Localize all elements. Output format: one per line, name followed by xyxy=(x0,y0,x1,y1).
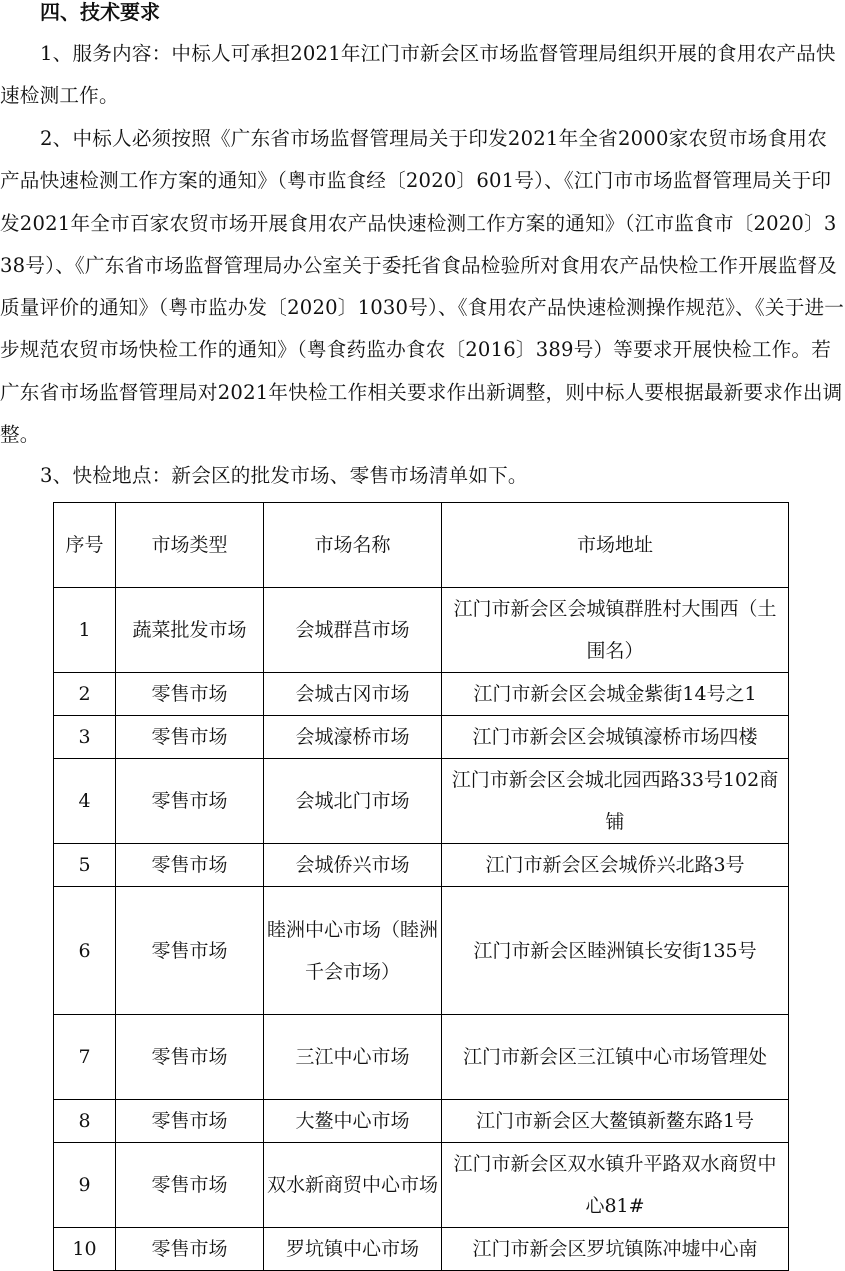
cell-market-address: 江门市新会区双水镇升平路双水商贸中心81# xyxy=(442,1143,789,1228)
header-market-name: 市场名称 xyxy=(264,503,442,588)
cell-index: 10 xyxy=(54,1228,116,1271)
cell-market-name: 会城濠桥市场 xyxy=(264,716,442,759)
paragraph-inspection-locations: 3、快检地点：新会区的批发市场、零售市场清单如下。 xyxy=(40,464,528,487)
table-row xyxy=(54,1228,789,1271)
cell-market-name: 睦洲中心市场（睦洲千会市场） xyxy=(264,887,442,1015)
cell-index: 4 xyxy=(54,759,116,844)
cell-market-address: 江门市新会区会城镇濠桥市场四楼 xyxy=(442,716,789,759)
header-market-address: 市场地址 xyxy=(442,503,789,588)
cell-market-address: 江门市新会区会城北园西路33号102商铺 xyxy=(442,759,789,844)
cell-market-address: 江门市新会区会城侨兴北路3号 xyxy=(442,844,789,887)
table-row xyxy=(54,1143,789,1228)
cell-index: 3 xyxy=(54,716,116,759)
table-row xyxy=(54,759,789,844)
cell-market-name: 会城群莒市场 xyxy=(264,588,442,673)
cell-market-type: 零售市场 xyxy=(116,1100,264,1143)
cell-market-type: 零售市场 xyxy=(116,887,264,1015)
cell-market-name: 会城侨兴市场 xyxy=(264,844,442,887)
cell-market-name: 罗坑镇中心市场 xyxy=(264,1228,442,1271)
cell-market-address: 江门市新会区会城金紫街14号之1 xyxy=(442,673,789,716)
cell-market-name: 会城古冈市场 xyxy=(264,673,442,716)
cell-index: 2 xyxy=(54,673,116,716)
cell-market-type: 蔬菜批发市场 xyxy=(116,588,264,673)
cell-market-type: 零售市场 xyxy=(116,1143,264,1228)
cell-market-type: 零售市场 xyxy=(116,716,264,759)
table-header-row xyxy=(54,503,789,588)
cell-market-address: 江门市新会区三江镇中心市场管理处 xyxy=(442,1015,789,1100)
table-row xyxy=(54,844,789,887)
cell-market-address: 江门市新会区罗坑镇陈冲墟中心南 xyxy=(442,1228,789,1271)
cell-market-address: 江门市新会区大鳌镇新鳌东路1号 xyxy=(442,1100,789,1143)
paragraph-requirements: 2、中标人必须按照《广东省市场监督管理局关于印发2021年全省2000家农贸市场食用农产品快速检测工作方案的通知》（粤市监食经〔2020〕601号）、《江门市市场监督管理局关于印发2021年全市百家农贸市场开展食用农产品快速检测工作方案的通知》（江市监食市〔2020〕338号）、《广东省市场监督管理局办公室关于委托省食品检验所对食用农产品快检工作开展监督及质量评价的通知》（粤市监办发〔2020〕1030号）、《食用农产品快速检测操作规范》、《关于进一步规范农贸市场快检工作的通知》（粤食药监办食农〔2016〕389号）等要求开展快检工作。若广东省市场监督管理局对2021年快检工作相关要求作出新调整，则中标人要根据最新要求作出调整。 xyxy=(0,127,845,447)
cell-index: 8 xyxy=(54,1100,116,1143)
cell-market-name: 大鳌中心市场 xyxy=(264,1100,442,1143)
cell-market-address: 江门市新会区睦洲镇长安街135号 xyxy=(442,887,789,1015)
paragraph-service-content: 1、服务内容：中标人可承担2021年江门市新会区市场监督管理局组织开展的食用农产品快速检测工作。 xyxy=(0,42,836,108)
cell-market-type: 零售市场 xyxy=(116,673,264,716)
cell-index: 9 xyxy=(54,1143,116,1228)
cell-index: 7 xyxy=(54,1015,116,1100)
cell-index: 6 xyxy=(54,887,116,1015)
cell-index: 1 xyxy=(54,588,116,673)
cell-market-type: 零售市场 xyxy=(116,1015,264,1100)
section-heading: 四、技术要求 xyxy=(40,0,160,24)
market-list-table xyxy=(53,502,789,1271)
table-row xyxy=(54,716,789,759)
table-row xyxy=(54,1100,789,1143)
cell-market-type: 零售市场 xyxy=(116,1228,264,1271)
cell-market-name: 三江中心市场 xyxy=(264,1015,442,1100)
table-row xyxy=(54,673,789,716)
table-row xyxy=(54,588,789,673)
cell-market-name: 双水新商贸中心市场 xyxy=(264,1143,442,1228)
cell-index: 5 xyxy=(54,844,116,887)
cell-market-address: 江门市新会区会城镇群胜村大围西（土围名） xyxy=(442,588,789,673)
cell-market-name: 会城北门市场 xyxy=(264,759,442,844)
table-row xyxy=(54,1015,789,1100)
cell-market-type: 零售市场 xyxy=(116,844,264,887)
header-market-type: 市场类型 xyxy=(116,503,264,588)
cell-market-type: 零售市场 xyxy=(116,759,264,844)
table-row xyxy=(54,887,789,1015)
header-index: 序号 xyxy=(54,503,116,588)
